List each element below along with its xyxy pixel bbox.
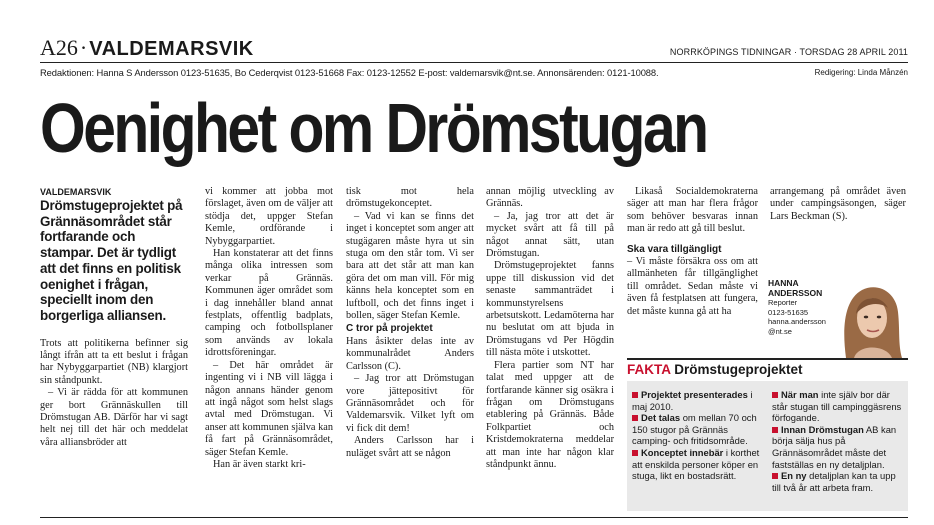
article-column-2: [205, 186, 333, 471]
footer-rule: [40, 517, 908, 518]
body-paragraph: Trots att politikerna befinner sig långt ifrån att ta ett beslut i frågan har Nybyggarpartiet (NB) klargjort sin ståndpunkt.: [40, 337, 188, 386]
body-paragraph: – Vad vi kan se finns det inget i konceptet som anger att stugägaren måste hyra ut sin stuga om den står tom. Vi ser bara att det står att man kan göra det om man vill. För mig känns hela konceptet som en luftboll, och det finns inget i bollen, säger Stefan Kemle.: [346, 210, 474, 322]
reporter-photo: [832, 278, 908, 358]
body-paragraph: – Vi måste försäkra oss om att allmänheten får tillgänglighet till området. Sedan måste vi även få festplatsen att fungera, det måste kunna gå att ha: [627, 256, 758, 317]
fakta-rule: [627, 358, 908, 360]
body-paragraph: Han är även starkt kri-: [213, 458, 306, 470]
fakta-label: FAKTA: [627, 362, 671, 377]
bullet-icon: [772, 392, 778, 398]
article-column-5: [627, 186, 758, 318]
body-paragraph: Hans åsikter delas inte av kommunalrådet Anders Carlsson (C).: [346, 335, 474, 372]
dateline: VALDEMARSVIK: [40, 187, 112, 197]
fakta-title: [627, 362, 803, 378]
headline: Oenighet om Drömstugan: [40, 89, 707, 167]
body-paragraph: – Det här området är ingenting vi i NB vill lägga i någon annans händer genom att ingå något som helst slags avtal med Drömstugan. Vi anser att kommunen själva kan få fart på Grännäsområdet, säger Stefan Kemle.: [205, 359, 333, 458]
body-paragraph: Anders Carlsson har i nuläget svårt att se någon: [346, 435, 474, 459]
fakta-item: Det talas om mellan 70 och 150 stugor på Grännäs camping- och fritidsområde.: [632, 412, 757, 447]
byline-text: [768, 278, 826, 336]
portrait-illustration: [832, 278, 908, 358]
fakta-item: Konceptet innebär i korthet att enskilda personer köper en stuga, likt en bostadsrätt.: [632, 446, 760, 482]
ingress: Drömstugeprojektet på Grännäsområdet står fortfarande och stampar. Det är tydligt att det finns en politisk oenighet i frågan, speciellt inom den borgerliga alliansen.: [40, 198, 183, 323]
byline-email: hanna.andersson @nt.se: [768, 317, 826, 336]
body-paragraph: Flera partier som NT har talat med uppger att de fortfarande känner sig osäkra i frågan om Drömstugans etablering på Grännäs. Både Folkpartiet och Kristdemokraterna meddelar att man inte har någon klar ståndpunkt ännu.: [486, 359, 614, 470]
byline-phone: 0123-51635: [768, 307, 809, 317]
body-paragraph: – Vi är rädda för att kommunen ger bort Grännäskullen till Drömstugan AB. Därför har vi sagt helt nej till det här och meddelat våra alliansbröder att: [40, 387, 188, 448]
section-name: VALDEMARSVIK: [89, 38, 254, 60]
bullet-icon: [632, 415, 638, 421]
fakta-item: Innan Drömstugan AB kan börja sälja hus på Grännäsområdet måste det fastställas en ny detaljplan.: [772, 423, 897, 470]
editing-credit: Redigering: Linda Månzén: [814, 68, 908, 77]
fakta-column-left: [632, 389, 764, 482]
paper-date: NORRKÖPINGS TIDNINGAR · TORSDAG 28 APRIL 2011: [669, 47, 908, 57]
section-label: A26· VALDEMARSVIK: [40, 35, 254, 60]
subheading: Ska vara tillgängligt: [627, 243, 722, 255]
fakta-item: En ny detaljplan kan ta upp till två år att arbeta fram.: [772, 470, 896, 493]
body-paragraph: Drömstugeprojektet fanns uppe till diskussion vid det senaste sammanträdet i kommunstyrelsens arbetsutskott. Ledamöterna har nu beslutat om att bjuda in Drömstugans vd Per Högdin till nästa möte i utskottet.: [486, 260, 614, 359]
bullet-icon: [772, 473, 778, 479]
article-column-6: [770, 186, 906, 223]
article-column-1: [40, 186, 188, 449]
contact-line: Redaktionen: Hanna S Andersson 0123-51635, Bo Cederqvist 0123-51668 Fax: 0123-12552 E-post: valdemarsvik@nt.se. Annonsärenden: 0121-10088.: [40, 67, 659, 78]
byline-name: HANNA ANDERSSON: [768, 278, 823, 298]
body-paragraph: arrangemang på området även under campingsäsongen, säger Lars Beckman (S).: [770, 186, 906, 222]
body-paragraph: – Jag tror att Drömstugan vore jättepositivt för Grännäsområdet och för Valdemarsvik. Vilket lyft om vi fick dit dem!: [346, 373, 474, 434]
body-paragraph: Han konstaterar att det finns många olika intressen som verkar på Grännäs. Kommunen äger området som i dag innehåller bland annat festplats, offentlig badplats, camping och fotbollsplaner som används av lokala idrottsföreningar.: [205, 248, 333, 359]
fakta-item: Projektet presenterades i maj 2010.: [632, 389, 753, 412]
body-paragraph: – Ja, jag tror att det är mycket svårt att få till på något annat sätt, utan Drömstugan.: [486, 210, 614, 260]
article-column-3: [346, 186, 474, 460]
page-header: [40, 36, 908, 64]
body-paragraph: Likaså Socialdemokraterna säger att man har flera frågor som behöver besvaras innan man är redo att gå till beslut.: [627, 186, 758, 235]
fakta-item: När man inte själv bor där står stugan till campinggäsrens förfogande.: [772, 389, 902, 424]
fakta-column-right: [772, 389, 904, 493]
bullet-icon: [632, 450, 638, 456]
bullet-icon: [772, 427, 778, 433]
fakta-heading: Drömstugeprojektet: [674, 362, 803, 377]
bullet-icon: [632, 392, 638, 398]
page-number: A26: [40, 35, 78, 60]
body-paragraph: tisk mot hela drömstugekonceptet.: [346, 186, 474, 210]
article-column-4: [486, 186, 614, 471]
byline: [768, 278, 908, 358]
header-rule: [40, 62, 908, 63]
byline-role: Reporter: [768, 298, 798, 307]
body-paragraph: vi kommer att jobba mot förslaget, även om de väljer att stödja det, uppger Stefan Kemle, ordförande i Nybyggarpartiet.: [205, 186, 333, 247]
subheading: C tror på projektet: [346, 323, 433, 335]
body-paragraph: annan möjlig utveckling av Grännäs.: [486, 186, 614, 210]
